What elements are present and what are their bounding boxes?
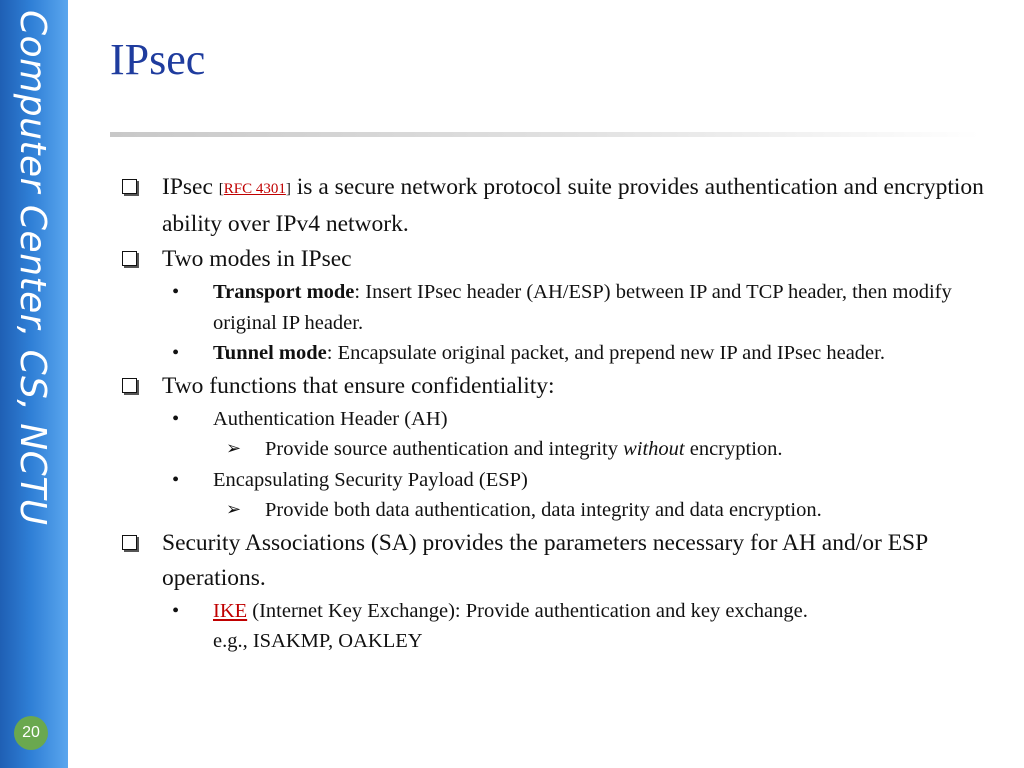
emphasis-without: without <box>623 438 685 460</box>
sub-bullet-text: Encapsulating Security Payload (ESP) <box>213 468 528 491</box>
bullet-dot-icon: • <box>172 281 180 303</box>
checkbox-bullet-icon <box>122 251 137 266</box>
sub-bullet-tunnel-mode <box>120 338 990 369</box>
bullet-dot-icon: • <box>172 599 180 622</box>
bullet-text: Two functions that ensure confidentiality: <box>162 372 555 399</box>
sub-sub-text-pre: Provide source authentication and integrity <box>265 438 624 460</box>
sub-sub-bullet-ah <box>120 434 990 465</box>
term-tunnel-mode: Tunnel mode <box>213 342 327 364</box>
reference-open: [ <box>218 181 224 197</box>
sub-bullet-ike <box>120 596 990 657</box>
checkbox-bullet-icon <box>122 535 137 550</box>
checkbox-bullet-icon <box>122 179 137 194</box>
sub-bullet-esp <box>120 465 990 496</box>
sub-sub-text-post: encryption. <box>684 438 783 460</box>
bullet-text-post: is a secure network protocol suite provides authentication and encryption ability over IPv4 network. <box>162 174 984 237</box>
bullet-text-pre: IPsec <box>162 174 219 200</box>
sub-bullet-example: e.g., ISAKMP, OAKLEY <box>213 630 423 652</box>
bullet-text: Security Associations (SA) provides the parameters necessary for AH and/or ESP operations. <box>162 529 928 591</box>
bullet-dot-icon: • <box>172 407 180 430</box>
slide-content <box>120 170 990 657</box>
sub-bullet-text: (Internet Key Exchange): Provide authentication and key exchange. <box>247 599 808 622</box>
slide-title: IPsec <box>110 35 206 84</box>
ike-link[interactable]: IKE <box>213 599 248 622</box>
reference-close: ] <box>285 181 291 197</box>
sub-bullet-text: Authentication Header (AH) <box>213 407 448 430</box>
arrow-bullet-icon: ➢ <box>226 438 242 459</box>
rfc-4301-link[interactable]: RFC 4301 <box>223 181 286 197</box>
sidebar-label: Computer Center, CS, NCTU <box>12 10 53 526</box>
bullet-security-associations <box>120 526 990 596</box>
arrow-bullet-icon: ➢ <box>226 499 242 520</box>
term-transport-mode: Transport mode <box>213 281 355 303</box>
sub-sub-text: Provide both data authentication, data integrity and data encryption. <box>265 499 822 521</box>
bullet-two-functions <box>120 369 990 404</box>
bullet-dot-icon: • <box>172 468 180 491</box>
checkbox-bullet-icon <box>122 378 137 393</box>
sub-sub-bullet-esp <box>120 495 990 526</box>
bullet-ipsec-definition <box>120 170 990 242</box>
sub-bullet-text: : Encapsulate original packet, and prepend new IP and IPsec header. <box>326 342 885 364</box>
page-number: 20 <box>14 716 48 750</box>
bullet-two-modes <box>120 242 990 277</box>
title-divider <box>110 132 980 137</box>
sidebar <box>0 0 68 768</box>
sub-bullet-transport-mode <box>120 277 990 338</box>
sub-bullet-text: : Insert IPsec header (AH/ESP) between IP and TCP header, then modify original IP header. <box>213 281 952 334</box>
sub-bullet-ah <box>120 404 990 435</box>
bullet-text: Two modes in IPsec <box>162 246 352 272</box>
bullet-dot-icon: • <box>172 342 180 364</box>
